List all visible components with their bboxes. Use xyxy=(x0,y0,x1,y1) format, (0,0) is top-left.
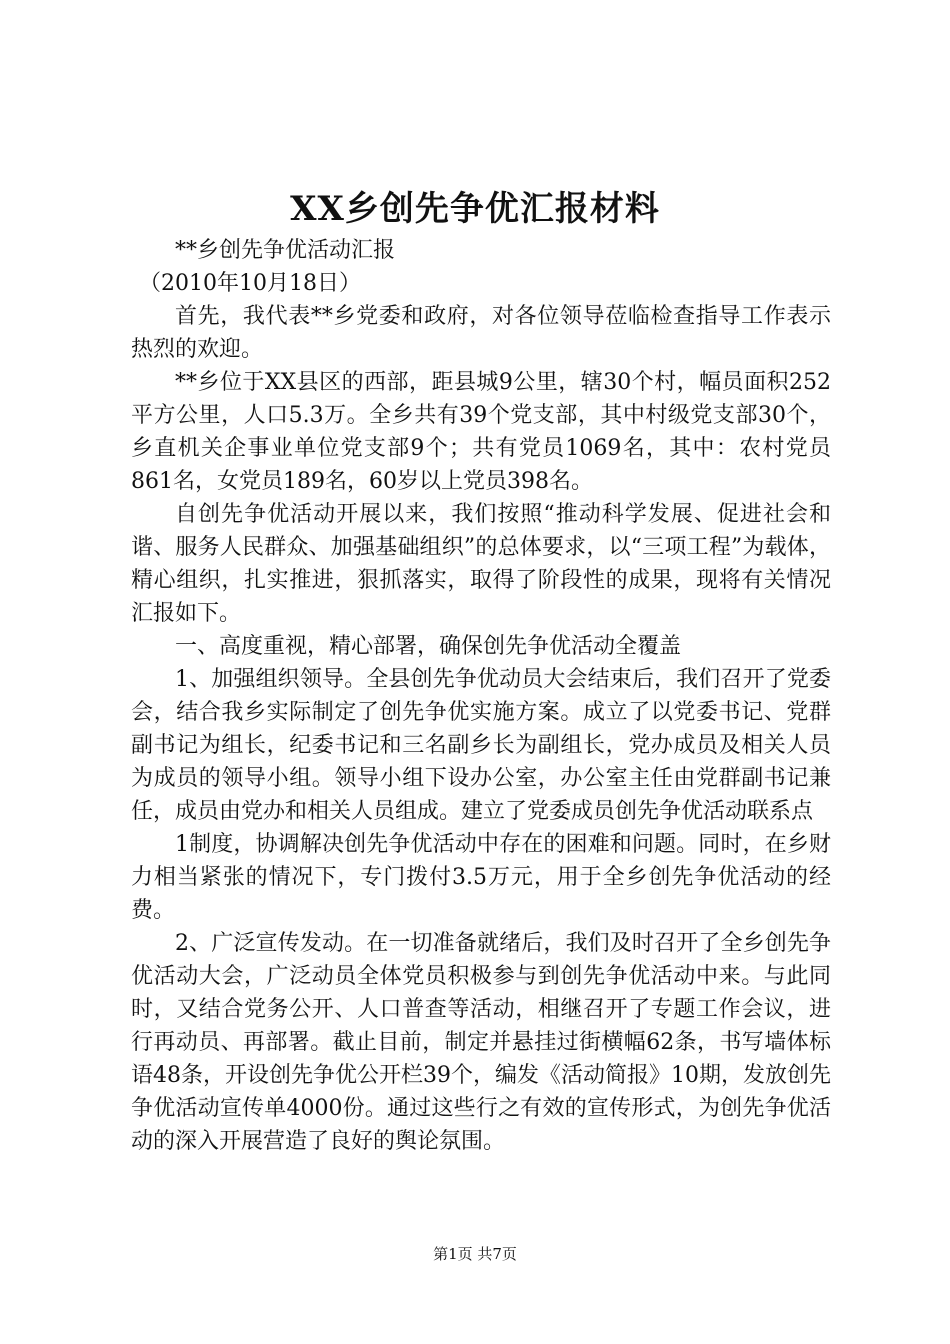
page-footer: 第1页 共7页 xyxy=(433,1245,517,1263)
document-title: XX乡创先争优汇报材料 xyxy=(290,189,660,229)
paragraph-system: 1制度，协调解决创先争优活动中存在的困难和问题。同时，在乡财力相当紧张的情况下，专门拨付3.5万元，用于全乡创先争优活动的经费。 xyxy=(131,832,831,923)
paragraph-organization: 1、加强组织领导。全县创先争优动员大会结束后，我们召开了党委会，结合我乡实际制定了创先争优实施方案。成立了以党委书记、党群副书记为组长，纪委书记和三名副乡长为副组长，党办成员及相关人员为成员的领导小组。领导小组下设办公室，办公室主任由党群副书记兼任，成员由党办和相关人员组成。建立了党委成员创先争优活动联系点 xyxy=(131,667,831,824)
paragraph-welcome: 首先，我代表**乡党委和政府，对各位领导莅临检查指导工作表示热烈的欢迎。 xyxy=(131,304,831,362)
paragraph-overview: **乡位于XX县区的西部，距县城9公里，辖30个村，幅员面积252平方公里，人口5.3万。全乡共有39个党支部，其中村级党支部30个，乡直机关企事业单位党支部9个；共有党员1069名，其中：农村党员861名，女党员189名，60岁以上党员398名。 xyxy=(131,370,831,494)
paragraph-subtitle: **乡创先争优活动汇报 xyxy=(175,238,396,263)
section-heading-1: 一、高度重视，精心部署，确保创先争优活动全覆盖 xyxy=(175,634,682,659)
document-body xyxy=(131,234,831,1158)
paragraph-intro: 自创先争优活动开展以来，我们按照“推动科学发展、促进社会和谐、服务人民群众、加强基础组织”的总体要求，以“三项工程”为载体，精心组织，扎实推进，狠抓落实，取得了阶段性的成果，现将有关情况汇报如下。 xyxy=(131,502,831,626)
paragraph-date: （2010年10月18日） xyxy=(139,271,361,296)
paragraph-publicity: 2、广泛宣传发动。在一切准备就绪后，我们及时召开了全乡创先争优活动大会，广泛动员全体党员积极参与到创先争优活动中来。与此同时，又结合党务公开、人口普查等活动，相继召开了专题工作会议，进行再动员、再部署。截止目前，制定并悬挂过街横幅62条，书写墙体标语48条，开设创先争优公开栏39个，编发《活动简报》10期，发放创先争优活动宣传单4000份。通过这些行之有效的宣传形式，为创先争优活动的深入开展营造了良好的舆论氛围。 xyxy=(131,931,831,1154)
